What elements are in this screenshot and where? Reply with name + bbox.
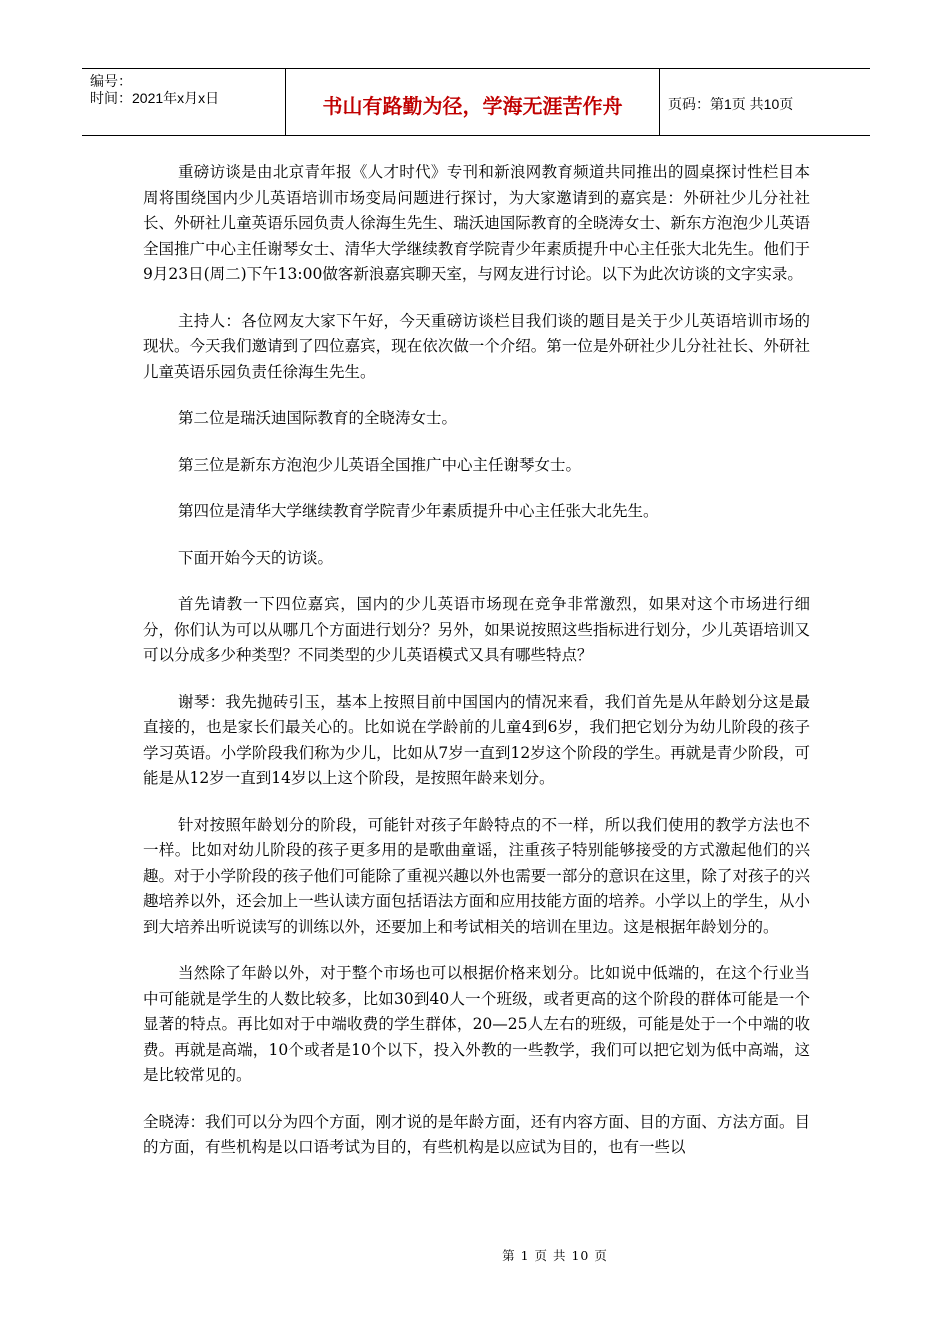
paragraph: 第二位是瑞沃迪国际教育的全晓涛女士。 [178, 409, 458, 427]
footer-page-number: 第 1 页 共 10 页 [502, 1248, 608, 1263]
header-info [82, 69, 285, 135]
header-motto: 书山有路勤为径，学海无涯苦作舟 [285, 69, 660, 135]
paragraph: 全晓涛：我们可以分为四个方面，刚才说的是年龄方面，还有内容方面、目的方面、方法方面。目的方面，有些机构是以口语考试为目的，有些机构是以应试为目的，也有一些以 [143, 1112, 810, 1156]
number-label: 编号： [90, 73, 132, 89]
document-body [143, 160, 810, 1182]
paragraph: 下面开始今天的访谈。 [178, 548, 334, 567]
paragraph: 谢琴：我先抛砖引玉，基本上按照目前中国国内的情况来看，我们首先是从年龄划分这是最直接的，也是家长们最关心的。比如说在学龄前的儿童4到6岁，我们把它划分为幼儿阶段的孩子学习英语。小学阶段我们称为少儿，比如从7岁一直到12岁这个阶段的学生。再就是青少阶段，可能是从12岁一直到14岁以上这个阶段，是按照年龄来划分。 [143, 692, 810, 787]
header-page-label: 页码：第1页 共10页 [668, 96, 794, 112]
paragraph: 首先请教一下四位嘉宾，国内的少儿英语市场现在竞争非常激烈，如果对这个市场进行细分，你们认为可以从哪几个方面进行划分？另外，如果说按照这些指标进行划分，少儿英语培训又可以分成多少种类型？不同类型的少儿英语模式又具有哪些特点？ [143, 595, 810, 664]
paragraph: 针对按照年龄划分的阶段，可能针对孩子年龄特点的不一样，所以我们使用的教学方法也不一样。比如对幼儿阶段的孩子更多用的是歌曲童谣，注重孩子特别能够接受的方式激起他们的兴趣。对于小学阶段的孩子他们可能除了重视兴趣以外也需要一部分的意识在这里，除了对孩子的兴趣培养以外，还会加上一些认读方面包括语法方面和应用技能方面的培养。小学以上的学生，从小到大培养出听说读写的训练以外，还要加上和考试相关的培训在里边。这是根据年龄划分的。 [143, 815, 810, 936]
paragraph: 当然除了年龄以外，对于整个市场也可以根据价格来划分。比如说中低端的，在这个行业当中可能就是学生的人数比较多，比如30到40人一个班级，或者更高的这个阶段的群体可能是一个显著的特点。再比如对于中端收费的学生群体，20—25人左右的班级，可能是处于一个中端的收费。再就是高端，10个或者是10个以下，投入外教的一些教学，我们可以把它划为低中高端，这是比较常见的。 [143, 964, 810, 1084]
time-label: 时间：2021年x月x日 [90, 90, 220, 106]
paragraph: 第四位是清华大学继续教育学院青少年素质提升中心主任张大北先生。 [178, 502, 659, 520]
paragraph: 主持人：各位网友大家下午好，今天重磅访谈栏目我们谈的题目是关于少儿英语培训市场的现状。今天我们邀请到了四位嘉宾，现在依次做一个介绍。第一位是外研社少儿分社社长、外研社儿童英语乐园负责任徐海生先生。 [143, 311, 810, 381]
page-footer [0, 1246, 950, 1264]
page-header [82, 68, 870, 136]
paragraph: 重磅访谈是由北京青年报《人才时代》专刊和新浪网教育频道共同推出的圆桌探讨性栏目本周将围绕国内少儿英语培训市场变局问题进行探讨，为大家邀请到的嘉宾是：外研社少儿分社社长、外研社儿童英语乐园负责人徐海生先生、瑞沃迪国际教育的全晓涛女士、新东方泡泡少儿英语全国推广中心主任谢琴女士、清华大学继续教育学院青少年素质提升中心主任张大北先生。他们于9月23日(周二)下午13:00做客新浪嘉宾聊天室，与网友进行讨论。以下为此次访谈的文字实录。 [143, 163, 810, 283]
paragraph: 第三位是新东方泡泡少儿英语全国推广中心主任谢琴女士。 [178, 455, 582, 474]
